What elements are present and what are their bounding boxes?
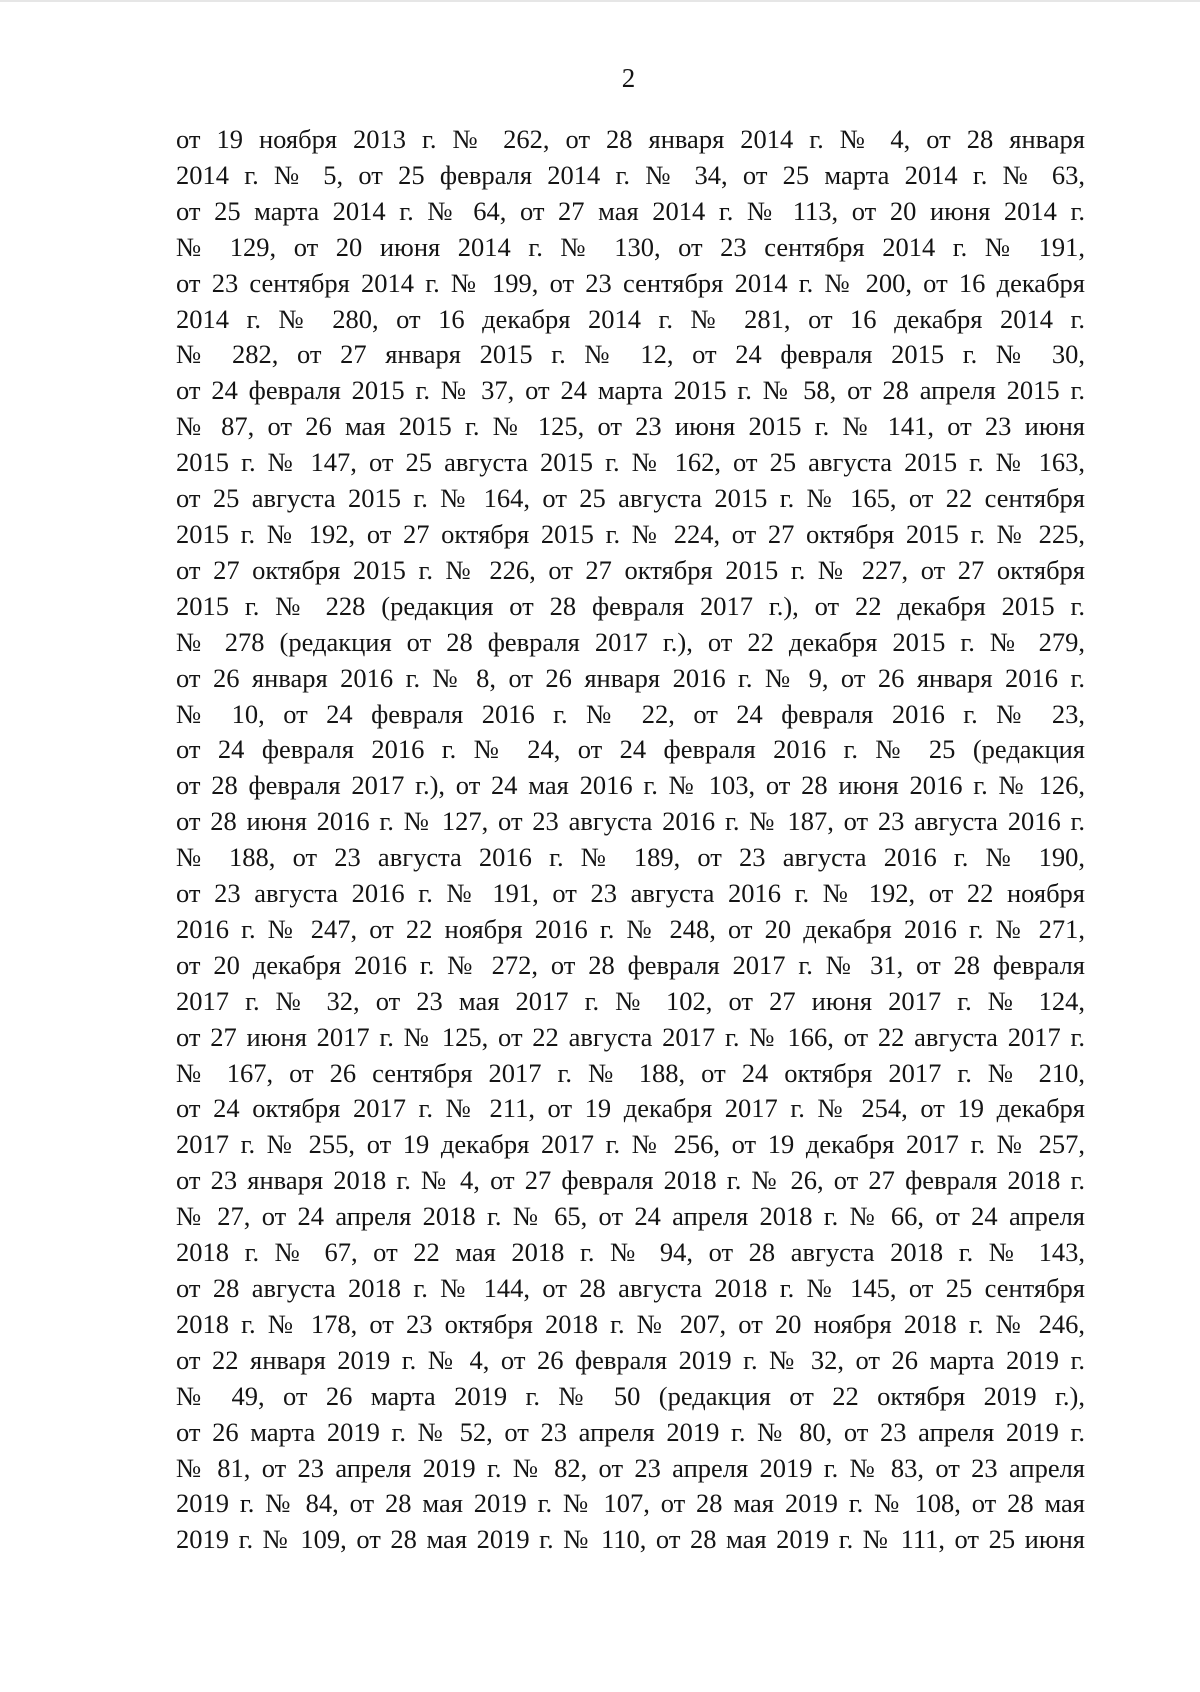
text-line: 2017 г. № 32, от 23 мая 2017 г. № 102, от 27 июня 2017 г. № 124,: [176, 985, 1085, 1016]
text-line: от 28 июня 2016 г. № 127, от 23 августа 2016 г. № 187, от 23 августа 2016 г.: [176, 806, 1085, 837]
text-line: 2016 г. № 247, от 22 ноября 2016 г. № 248, от 20 декабря 2016 г. № 271,: [176, 913, 1085, 944]
text-line: от 23 января 2018 г. № 4, от 27 февраля 2018 г. № 26, от 27 февраля 2018 г.: [176, 1165, 1085, 1196]
text-line: № 278 (редакция от 28 февраля 2017 г.), от 22 декабря 2015 г. № 279,: [176, 626, 1085, 657]
text-line: 2014 г. № 280, от 16 декабря 2014 г. № 281, от 16 декабря 2014 г.: [176, 303, 1085, 334]
text-line: № 188, от 23 августа 2016 г. № 189, от 23 августа 2016 г. № 190,: [176, 842, 1085, 873]
text-line: 2014 г. № 5, от 25 февраля 2014 г. № 34, от 25 марта 2014 г. № 63,: [176, 159, 1085, 190]
text-line: № 10, от 24 февраля 2016 г. № 22, от 24 февраля 2016 г. № 23,: [176, 698, 1085, 729]
text-line: от 22 января 2019 г. № 4, от 26 февраля 2019 г. № 32, от 26 марта 2019 г.: [176, 1344, 1085, 1375]
text-line: от 20 декабря 2016 г. № 272, от 28 февраля 2017 г. № 31, от 28 февраля: [176, 949, 1085, 980]
body-paragraph: [176, 122, 1085, 1558]
text-line: от 27 октября 2015 г. № 226, от 27 октября 2015 г. № 227, от 27 октября: [176, 554, 1085, 585]
text-line: от 27 июня 2017 г. № 125, от 22 августа 2017 г. № 166, от 22 августа 2017 г.: [176, 1021, 1085, 1052]
text-line: от 26 января 2016 г. № 8, от 26 января 2016 г. № 9, от 26 января 2016 г.: [176, 662, 1085, 693]
text-line: № 87, от 26 мая 2015 г. № 125, от 23 июня 2015 г. № 141, от 23 июня: [176, 411, 1085, 442]
text-line: от 23 сентября 2014 г. № 199, от 23 сентября 2014 г. № 200, от 16 декабря: [176, 267, 1085, 298]
text-line: 2015 г. № 192, от 27 октября 2015 г. № 224, от 27 октября 2015 г. № 225,: [176, 518, 1085, 549]
page-number: 2: [621, 63, 636, 93]
text-line: от 26 марта 2019 г. № 52, от 23 апреля 2019 г. № 80, от 23 апреля 2019 г.: [176, 1416, 1085, 1447]
text-line: 2019 г. № 109, от 28 мая 2019 г. № 110, от 28 мая 2019 г. № 111, от 25 июня: [176, 1524, 1085, 1555]
text-line: от 24 октября 2017 г. № 211, от 19 декабря 2017 г. № 254, от 19 декабря: [176, 1093, 1085, 1124]
text-line: 2015 г. № 147, от 25 августа 2015 г. № 162, от 25 августа 2015 г. № 163,: [176, 447, 1085, 478]
text-line: от 23 августа 2016 г. № 191, от 23 августа 2016 г. № 192, от 22 ноября: [176, 878, 1085, 909]
text-line: 2015 г. № 228 (редакция от 28 февраля 2017 г.), от 22 декабря 2015 г.: [176, 590, 1085, 621]
text-line: № 27, от 24 апреля 2018 г. № 65, от 24 апреля 2018 г. № 66, от 24 апреля: [176, 1201, 1085, 1232]
text-line: от 28 августа 2018 г. № 144, от 28 августа 2018 г. № 145, от 25 сентября: [176, 1273, 1085, 1303]
text-line: № 129, от 20 июня 2014 г. № 130, от 23 сентября 2014 г. № 191,: [176, 231, 1085, 262]
text-line: № 282, от 27 января 2015 г. № 12, от 24 февраля 2015 г. № 30,: [176, 339, 1085, 370]
text-line: 2019 г. № 84, от 28 мая 2019 г. № 107, от 28 мая 2019 г. № 108, от 28 мая: [176, 1488, 1085, 1519]
text-line: № 167, от 26 сентября 2017 г. № 188, от 24 октября 2017 г. № 210,: [176, 1057, 1085, 1088]
text-line: 2018 г. № 178, от 23 октября 2018 г. № 207, от 20 ноября 2018 г. № 246,: [176, 1308, 1085, 1339]
text-line: от 25 марта 2014 г. № 64, от 27 мая 2014 г. № 113, от 20 июня 2014 г.: [176, 195, 1085, 226]
text-line: 2018 г. № 67, от 22 мая 2018 г. № 94, от 28 августа 2018 г. № 143,: [176, 1237, 1085, 1268]
text-line: № 81, от 23 апреля 2019 г. № 82, от 23 апреля 2019 г. № 83, от 23 апреля: [176, 1452, 1085, 1483]
text-line: от 19 ноября 2013 г. № 262, от 28 января 2014 г. № 4, от 28 января: [176, 124, 1085, 154]
text-line: от 24 февраля 2015 г. № 37, от 24 марта 2015 г. № 58, от 28 апреля 2015 г.: [176, 375, 1085, 406]
scan-top-edge: [0, 0, 1200, 2]
text-line: от 25 августа 2015 г. № 164, от 25 августа 2015 г. № 165, от 22 сентября: [176, 483, 1085, 514]
text-line: 2017 г. № 255, от 19 декабря 2017 г. № 256, от 19 декабря 2017 г. № 257,: [176, 1129, 1085, 1160]
text-line: от 28 февраля 2017 г.), от 24 мая 2016 г. № 103, от 28 июня 2016 г. № 126,: [176, 770, 1085, 801]
text-line: от 24 февраля 2016 г. № 24, от 24 февраля 2016 г. № 25 (редакция: [176, 734, 1085, 765]
text-line: № 49, от 26 марта 2019 г. № 50 (редакция от 22 октября 2019 г.),: [176, 1380, 1085, 1411]
